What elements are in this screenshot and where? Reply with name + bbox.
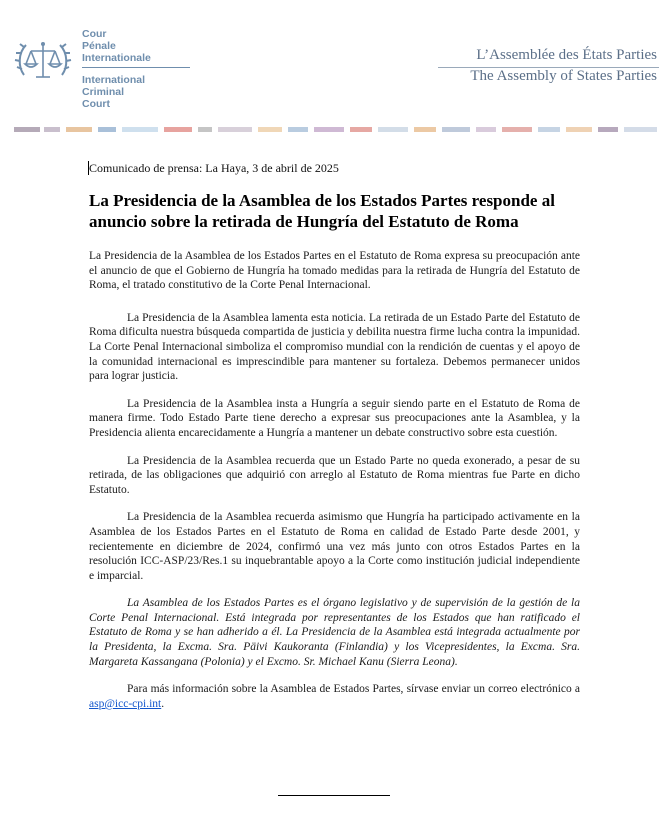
contact-suffix: .: [161, 697, 165, 710]
logo-line: Court: [82, 98, 110, 110]
press-release-body: [89, 160, 580, 724]
text-cursor: [88, 161, 89, 175]
logo-line: Criminal: [82, 86, 125, 98]
dateline: [89, 160, 580, 176]
body-paragraph: La Presidencia de la Asamblea lamenta esta noticia. La retirada de un Estado Parte del Estatuto de Roma dificulta nuestra búsqueda compartida de justicia y debilita nuestra firme lucha contra la impunidad. La Corte Penal Internacional simboliza el compromiso mundial con la rendición de cuentas y el apoyo de la comunidad internacional es imprescindible para mantener su fortaleza. Debemos permanecer unidos para lograr justicia.: [89, 311, 580, 383]
body-paragraph: La Presidencia de la Asamblea insta a Hungría a seguir siendo parte en el Estatuto de Roma de manera firme. Todo Estado Parte tiene derecho a expresar sus preocupaciones ante la Asamblea, y la Presidencia alienta encarecidamente a Hungría a mantener un debate constructivo sobre esta cuestión.: [89, 397, 580, 439]
intro-paragraph: La Presidencia de la Asamblea de los Estados Partes en el Estatuto de Roma expresa su preocupación ante el anuncio de que el Gobierno de Hungría ha tomado medidas para la retirada de Hungría del Estatuto de Roma, el tratado constitutivo de la Corte Penal Internacional.: [89, 250, 580, 292]
logo-line: Pénale: [82, 40, 116, 52]
body-paragraph: La Presidencia de la Asamblea recuerda que un Estado Parte no queda exonerado, a pesar de su retirada, de las obligaciones que adquirió con arreglo al Estatuto de Roma mientras fue Parte en dicho Estatuto.: [89, 454, 580, 496]
logo-line: International: [82, 74, 146, 86]
contact-paragraph: [89, 682, 580, 711]
body-paragraph: La Presidencia de la Asamblea recuerda asimismo que Hungría ha participado activamente en la Asamblea de los Estados Partes en el Estatuto de Roma en calidad de Estado Parte desde 2001, y recientemente en diciembre de 2024, confirmó una vez más junto con otros Estados Partes en la resolución ICC-ASP/23/Res.1 su inquebrantable apoyo a la Corte como institución judicial independiente e imparcial.: [89, 511, 580, 582]
contact-text: Para más información sobre la Asamblea de Estados Partes, sírvase enviar un correo electrónico a: [127, 683, 580, 696]
scales-of-justice-icon: [14, 33, 72, 91]
logo-divider: [82, 67, 190, 68]
dateline-text: Comunicado de prensa: La Haya, 3 de abril de 2025: [89, 161, 339, 175]
asp-name-en: The Assembly of States Parties: [470, 68, 657, 84]
logo-line: Internationale: [82, 52, 151, 64]
logo-line: Cour: [82, 28, 107, 40]
decorative-color-bar: [14, 127, 657, 132]
logo-text-fr: [82, 28, 151, 64]
logo-text-en: [82, 74, 145, 110]
contact-email-link[interactable]: asp@icc-cpi.int: [89, 697, 162, 710]
end-rule: [278, 795, 390, 796]
asp-name-fr: L’Assemblée des États Parties: [476, 47, 657, 63]
about-paragraph: La Asamblea de los Estados Partes es el órgano legislativo y de supervisión de la gestión de la Corte Penal Internacional. Está integrada por representantes de los Estados que han ratificado el Estatuto de Roma y se han adherido a él. La Presidencia de la Asamblea está integrada actualmente por la Presidenta, la Excma. Sra. Päivi Kaukoranta (Finlandia) y los Vicepresidentes, la Excma. Sra. Margareta Kassangana (Polonia) y el Excmo. Sr. Michael Kanu (Sierra Leona).: [89, 597, 580, 668]
press-title: La Presidencia de la Asamblea de los Estados Partes responde al anuncio sobre la retirada de Hungría del Estatuto de Roma: [89, 191, 555, 231]
